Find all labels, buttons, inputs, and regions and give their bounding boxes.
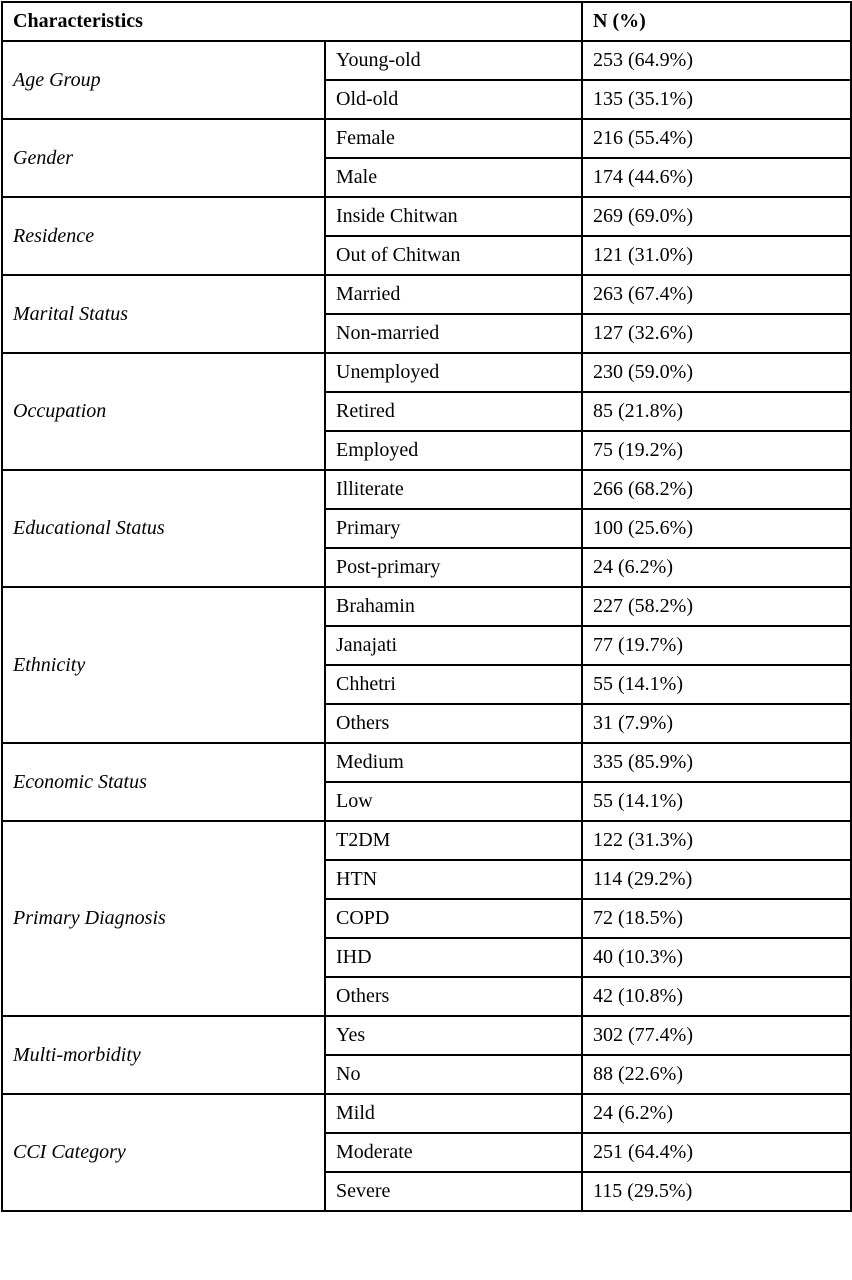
value-cell: 88 (22.6%) [582, 1055, 851, 1094]
category-cell: T2DM [325, 821, 582, 860]
header-n-percent: N (%) [582, 2, 851, 41]
group-label: Educational Status [2, 470, 325, 587]
value-cell: 251 (64.4%) [582, 1133, 851, 1172]
value-cell: 227 (58.2%) [582, 587, 851, 626]
category-cell: Male [325, 158, 582, 197]
category-cell: Others [325, 704, 582, 743]
value-cell: 115 (29.5%) [582, 1172, 851, 1211]
table-row [2, 353, 851, 392]
table-row [2, 470, 851, 509]
group-label: Ethnicity [2, 587, 325, 743]
value-cell: 114 (29.2%) [582, 860, 851, 899]
table-row [2, 1094, 851, 1133]
group-label: Primary Diagnosis [2, 821, 325, 1016]
category-cell: Out of Chitwan [325, 236, 582, 275]
table-row [2, 587, 851, 626]
value-cell: 72 (18.5%) [582, 899, 851, 938]
category-cell: Low [325, 782, 582, 821]
category-cell: Janajati [325, 626, 582, 665]
table-row [2, 197, 851, 236]
category-cell: Post-primary [325, 548, 582, 587]
category-cell: Moderate [325, 1133, 582, 1172]
group-label: Age Group [2, 41, 325, 119]
category-cell: Illiterate [325, 470, 582, 509]
value-cell: 135 (35.1%) [582, 80, 851, 119]
group-label: Gender [2, 119, 325, 197]
category-cell: Married [325, 275, 582, 314]
value-cell: 55 (14.1%) [582, 782, 851, 821]
value-cell: 269 (69.0%) [582, 197, 851, 236]
header-row [2, 2, 851, 41]
value-cell: 24 (6.2%) [582, 548, 851, 587]
value-cell: 75 (19.2%) [582, 431, 851, 470]
category-cell: No [325, 1055, 582, 1094]
category-cell: Others [325, 977, 582, 1016]
category-cell: Mild [325, 1094, 582, 1133]
value-cell: 85 (21.8%) [582, 392, 851, 431]
value-cell: 55 (14.1%) [582, 665, 851, 704]
table-row [2, 743, 851, 782]
category-cell: Inside Chitwan [325, 197, 582, 236]
value-cell: 266 (68.2%) [582, 470, 851, 509]
category-cell: Employed [325, 431, 582, 470]
category-cell: Yes [325, 1016, 582, 1055]
group-label: Multi-morbidity [2, 1016, 325, 1094]
value-cell: 230 (59.0%) [582, 353, 851, 392]
group-label: Occupation [2, 353, 325, 470]
category-cell: Primary [325, 509, 582, 548]
category-cell: Young-old [325, 41, 582, 80]
value-cell: 263 (67.4%) [582, 275, 851, 314]
value-cell: 121 (31.0%) [582, 236, 851, 275]
category-cell: Retired [325, 392, 582, 431]
category-cell: Severe [325, 1172, 582, 1211]
table-row [2, 41, 851, 80]
value-cell: 127 (32.6%) [582, 314, 851, 353]
value-cell: 216 (55.4%) [582, 119, 851, 158]
characteristics-table [1, 1, 852, 1212]
value-cell: 31 (7.9%) [582, 704, 851, 743]
group-label: Residence [2, 197, 325, 275]
header-characteristics: Characteristics [2, 2, 582, 41]
category-cell: Unemployed [325, 353, 582, 392]
value-cell: 302 (77.4%) [582, 1016, 851, 1055]
value-cell: 42 (10.8%) [582, 977, 851, 1016]
category-cell: Chhetri [325, 665, 582, 704]
table-body [2, 41, 851, 1211]
table-row [2, 119, 851, 158]
value-cell: 174 (44.6%) [582, 158, 851, 197]
category-cell: Non-married [325, 314, 582, 353]
category-cell: Female [325, 119, 582, 158]
group-label: Marital Status [2, 275, 325, 353]
category-cell: IHD [325, 938, 582, 977]
value-cell: 335 (85.9%) [582, 743, 851, 782]
value-cell: 24 (6.2%) [582, 1094, 851, 1133]
value-cell: 100 (25.6%) [582, 509, 851, 548]
category-cell: COPD [325, 899, 582, 938]
group-label: CCI Category [2, 1094, 325, 1211]
category-cell: HTN [325, 860, 582, 899]
category-cell: Medium [325, 743, 582, 782]
value-cell: 40 (10.3%) [582, 938, 851, 977]
table-row [2, 821, 851, 860]
value-cell: 122 (31.3%) [582, 821, 851, 860]
value-cell: 77 (19.7%) [582, 626, 851, 665]
group-label: Economic Status [2, 743, 325, 821]
value-cell: 253 (64.9%) [582, 41, 851, 80]
category-cell: Old-old [325, 80, 582, 119]
category-cell: Brahamin [325, 587, 582, 626]
table-row [2, 1016, 851, 1055]
table-row [2, 275, 851, 314]
